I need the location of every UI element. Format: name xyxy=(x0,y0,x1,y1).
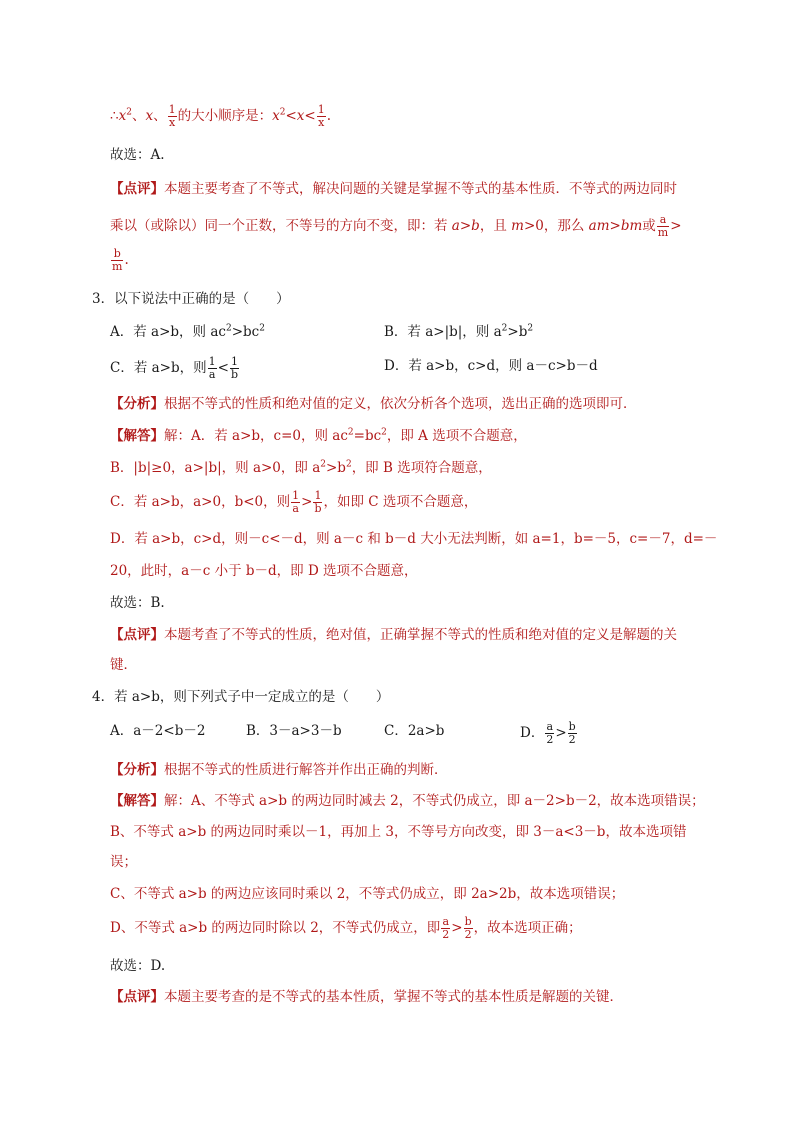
option-a: A．若 a>b，则 $ac^2>bc^2$ xyxy=(110,323,265,340)
solution-line: 【解答】解：A、不等式 a>b 的两边同时减去 2，不等式仍成立，即 a－2>b－2，故本选项错误； xyxy=(110,793,705,809)
option-a: A．a－2<b－2 xyxy=(110,723,206,739)
solution-line: D．若 a>b，c>d，则－c<－d，则 a－c 和 b－d 大小无法判断，如 a=1，b=－5，c=－7，d=－ xyxy=(110,531,718,547)
solution-line: 20，此时，a－c 小于 b－d，即 D 选项不合题意， xyxy=(110,563,418,579)
option-d: D． $\frac{a}{2}$ > $\frac{b}{2}$ xyxy=(520,720,576,746)
fraction: $\frac{b}{m}$ xyxy=(112,247,123,273)
solution-line: 【解答】解：A．若 a>b，c=0，则 $ac^2=bc^2$，即 A 选项不合题意， xyxy=(110,427,527,444)
comment-line: 乘以（或除以）同一个正数，不等号的方向不变，即：若 a>b，且 m>0，那么 am>bm或 $\frac{a}{m}$ > xyxy=(110,213,682,239)
solution-line: C、不等式 a>b 的两边应该同时乘以 2，不等式仍成立，即 2a>2b，故本选项错误； xyxy=(110,886,625,902)
option-b: B．若 a>|b|，则 $a^2>b^2$ xyxy=(384,323,534,340)
question-stem: 3．以下说法中正确的是（ ） xyxy=(92,291,290,307)
fraction: $\frac{b}{2}$ xyxy=(464,915,472,941)
fraction: $\frac{a}{2}$ xyxy=(442,915,450,941)
fraction: $\frac{1}{x}$ xyxy=(317,103,325,129)
fraction: $\frac{1}{a}$ xyxy=(292,489,300,515)
fraction: $\frac{1}{x}$ xyxy=(168,103,176,129)
analysis-line: 【分析】根据不等式的性质和绝对值的定义，依次分析各个选项，选出正确的选项即可． xyxy=(110,396,637,412)
comment-line: $\frac{b}{m}$ . xyxy=(112,247,129,273)
comment-line: 【点评】本题考查了不等式的性质，绝对值，正确掌握不等式的性质和绝对值的定义是解题的关 xyxy=(110,627,677,643)
fraction: $\frac{a}{m}$ xyxy=(657,213,669,239)
analysis-line: 【分析】根据不等式的性质进行解答并作出正确的判断． xyxy=(110,762,448,778)
fraction: $\frac{1}{b}$ xyxy=(314,489,322,515)
solution-line: B、不等式 a>b 的两边同时乘以－1，再加上 3，不等号方向改变，即 3－a<3－b，故本选项错 xyxy=(110,824,687,840)
fraction: $\frac{b}{2}$ xyxy=(568,720,576,746)
option-c: C．若 a>b，则 $\frac{1}{a}$ < $\frac{1}{b}$ xyxy=(110,355,238,381)
solution-line: B．|b|≥0，a>|b|，则 a>0，即 $a^2>b^2$，即 B 选项符合题意， xyxy=(110,459,492,476)
fraction: $\frac{a}{2}$ xyxy=(546,720,554,746)
comment-line: 【点评】本题主要考查了不等式，解决问题的关键是掌握不等式的基本性质．不等式的两边同时 xyxy=(110,181,677,197)
comment-line: 键． xyxy=(110,657,137,673)
option-c: C．2a>b xyxy=(384,723,445,739)
order-conclusion-line: $\therefore x^2$、x、 $\frac{1}{x}$ 的大小顺序是：$x^2<x<$ $\frac{1}{x}$ . xyxy=(110,103,331,129)
option-b: B．3－a>3－b xyxy=(246,723,342,739)
fraction: $\frac{1}{a}$ xyxy=(208,355,216,381)
comment-line: 【点评】本题主要考查的是不等式的基本性质，掌握不等式的基本性质是解题的关键． xyxy=(110,989,623,1005)
answer-line: 故选：A. xyxy=(110,147,165,163)
solution-line: C．若 a>b，a>0，b<0，则 $\frac{1}{a}$ > $\frac{1}{b}$ ，如即 C 选项不合题意， xyxy=(110,489,478,515)
solution-line: D、不等式 a>b 的两边同时除以 2，不等式仍成立，即 $\frac{a}{2}$ > $\frac{b}{2}$ ，故本选项正确； xyxy=(110,915,582,941)
option-d: D．若 a>b，c>d，则 a－c>b－d xyxy=(384,358,598,374)
answer-line: 故选：B. xyxy=(110,595,165,611)
question-stem: 4．若 a>b，则下列式子中一定成立的是（ ） xyxy=(92,689,390,705)
fraction: $\frac{1}{b}$ xyxy=(230,355,238,381)
solution-line: 误； xyxy=(110,854,137,870)
answer-line: 故选：D. xyxy=(110,958,166,974)
